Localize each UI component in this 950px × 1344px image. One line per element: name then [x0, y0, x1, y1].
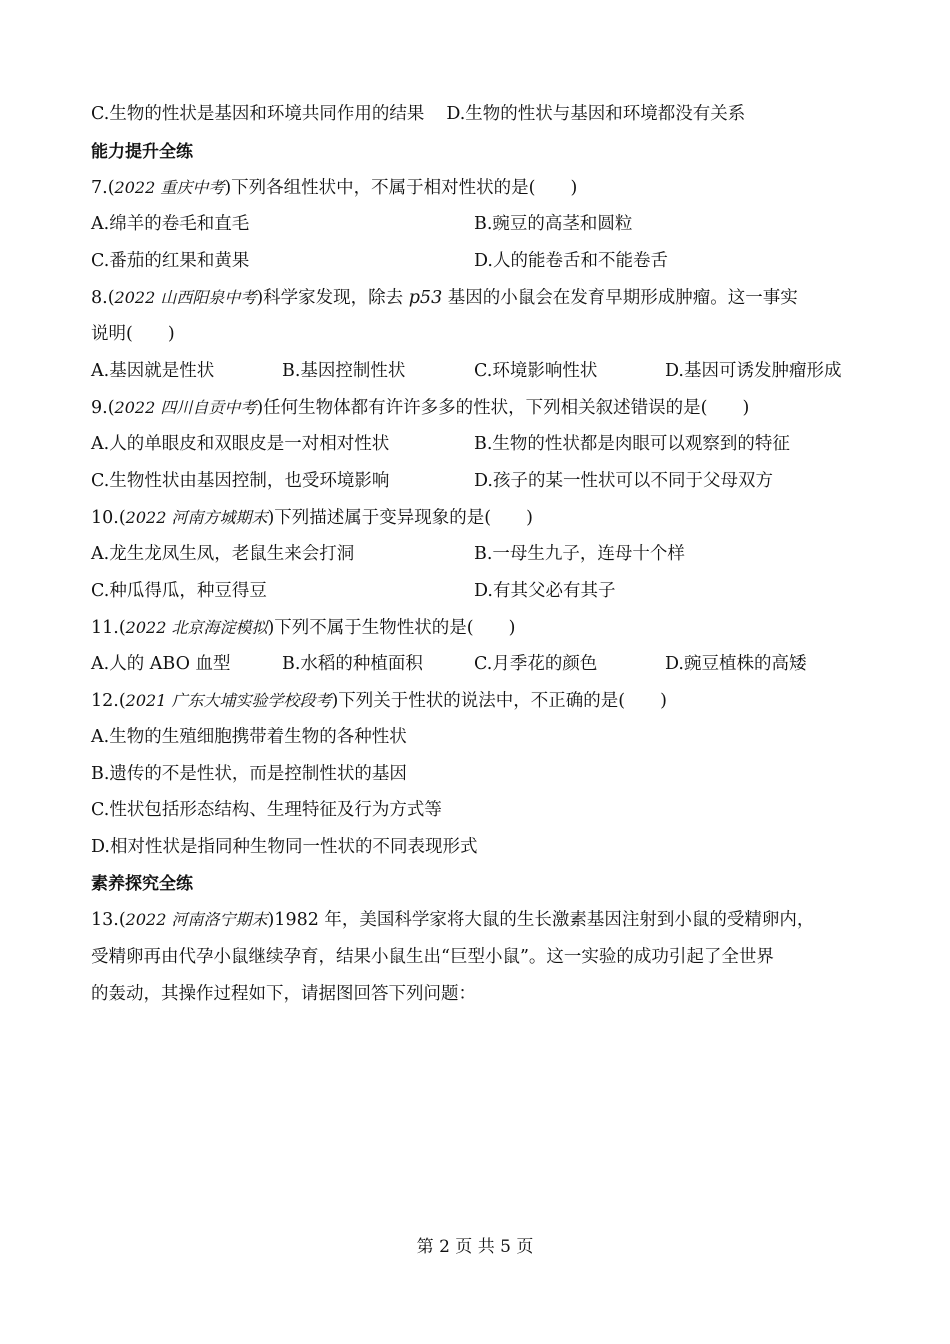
q10-option-d: D.有其父必有其子 [474, 581, 616, 601]
section-heading-literacy: 素养探究全练 [91, 874, 193, 894]
question-12-source: 2021 广东大埔实验学校段考 [125, 691, 332, 710]
q8-option-b: B.基因控制性状 [282, 361, 406, 381]
q12-option-d: D.相对性状是指同种生物同一性状的不同表现形式 [91, 837, 478, 857]
q6-option-d: D.生物的性状与基因和环境都没有关系 [446, 104, 746, 124]
q8-option-d: D.基因可诱发肿瘤形成 [665, 361, 842, 381]
q7-option-c: C.番茄的红果和黄果 [91, 251, 250, 271]
q12-option-b: B.遗传的不是性状，而是控制性状的基因 [91, 764, 407, 784]
section-heading-ability: 能力提升全练 [91, 142, 193, 162]
q9-option-b: B.生物的性状都是肉眼可以观察到的特征 [474, 434, 790, 454]
question-8-stem: 8.(2022 山西阳泉中考)科学家发现，除去 p53 基因的小鼠会在发育早期形成肿瘤。这一事实 [91, 288, 798, 308]
q10-option-a: A.龙生龙凤生凤，老鼠生来会打洞 [91, 544, 355, 564]
question-8-source: 2022 山西阳泉中考 [114, 288, 257, 307]
q12-option-c: C.性状包括形态结构、生理特征及行为方式等 [91, 800, 442, 820]
question-7-stem: 7.(2022 重庆中考)下列各组性状中，不属于相对性状的是( ) [91, 178, 578, 198]
q9-option-a: A.人的单眼皮和双眼皮是一对相对性状 [91, 434, 390, 454]
q11-option-b: B.水稻的种植面积 [282, 654, 423, 674]
question-10-source: 2022 河南方城期末 [125, 508, 268, 527]
question-10-stem: 10.(2022 河南方城期末)下列描述属于变异现象的是( ) [91, 508, 533, 528]
q8-option-c: C.环境影响性状 [474, 361, 598, 381]
question-12-stem: 12.(2021 广东大埔实验学校段考)下列关于性状的说法中，不正确的是( ) [91, 691, 667, 711]
page-footer: 第 2 页 共 5 页 [416, 1237, 534, 1257]
q10-option-c: C.种瓜得瓜，种豆得豆 [91, 581, 267, 601]
question-8-stem-line2: 说明( ) [91, 324, 175, 344]
q10-option-b: B.一母生九子，连母十个样 [474, 544, 685, 564]
question-13-stem-line3: 的轰动，其操作过程如下，请据图回答下列问题： [91, 984, 476, 1004]
q9-option-d: D.孩子的某一性状可以不同于父母双方 [474, 471, 773, 491]
q6-option-c: C.生物的性状是基因和环境共同作用的结果 [91, 104, 425, 124]
question-9-stem: 9.(2022 四川自贡中考)任何生物体都有许许多多的性状，下列相关叙述错误的是( ) [91, 398, 750, 418]
q8-option-a: A.基因就是性状 [91, 361, 215, 381]
q12-option-a: A.生物的生殖细胞携带着生物的各种性状 [91, 727, 407, 747]
question-13-source: 2022 河南洛宁期末 [125, 910, 268, 929]
q7-option-a: A.绵羊的卷毛和直毛 [91, 214, 250, 234]
question-11-source: 2022 北京海淀模拟 [125, 618, 268, 637]
question-7-source: 2022 重庆中考 [114, 178, 225, 197]
q11-option-c: C.月季花的颜色 [474, 654, 598, 674]
q7-option-d: D.人的能卷舌和不能卷舌 [474, 251, 668, 271]
question-11-stem: 11.(2022 北京海淀模拟)下列不属于生物性状的是( ) [91, 618, 516, 638]
q11-option-a: A.人的 ABO 血型 [91, 654, 231, 674]
q11-option-d: D.豌豆植株的高矮 [665, 654, 807, 674]
question-9-source: 2022 四川自贡中考 [114, 398, 257, 417]
question-13-stem: 13.(2022 河南洛宁期末)1982 年，美国科学家将大鼠的生长激素基因注射到小鼠的受精卵内， [91, 910, 815, 930]
q9-option-c: C.生物性状由基因控制，也受环境影响 [91, 471, 390, 491]
question-13-stem-line2: 受精卵再由代孕小鼠继续孕育，结果小鼠生出“巨型小鼠”。这一实验的成功引起了全世界 [91, 947, 774, 967]
gene-name: p53 [408, 288, 443, 308]
q6-options-cd [91, 102, 745, 126]
q7-option-b: B.豌豆的高茎和圆粒 [474, 214, 633, 234]
